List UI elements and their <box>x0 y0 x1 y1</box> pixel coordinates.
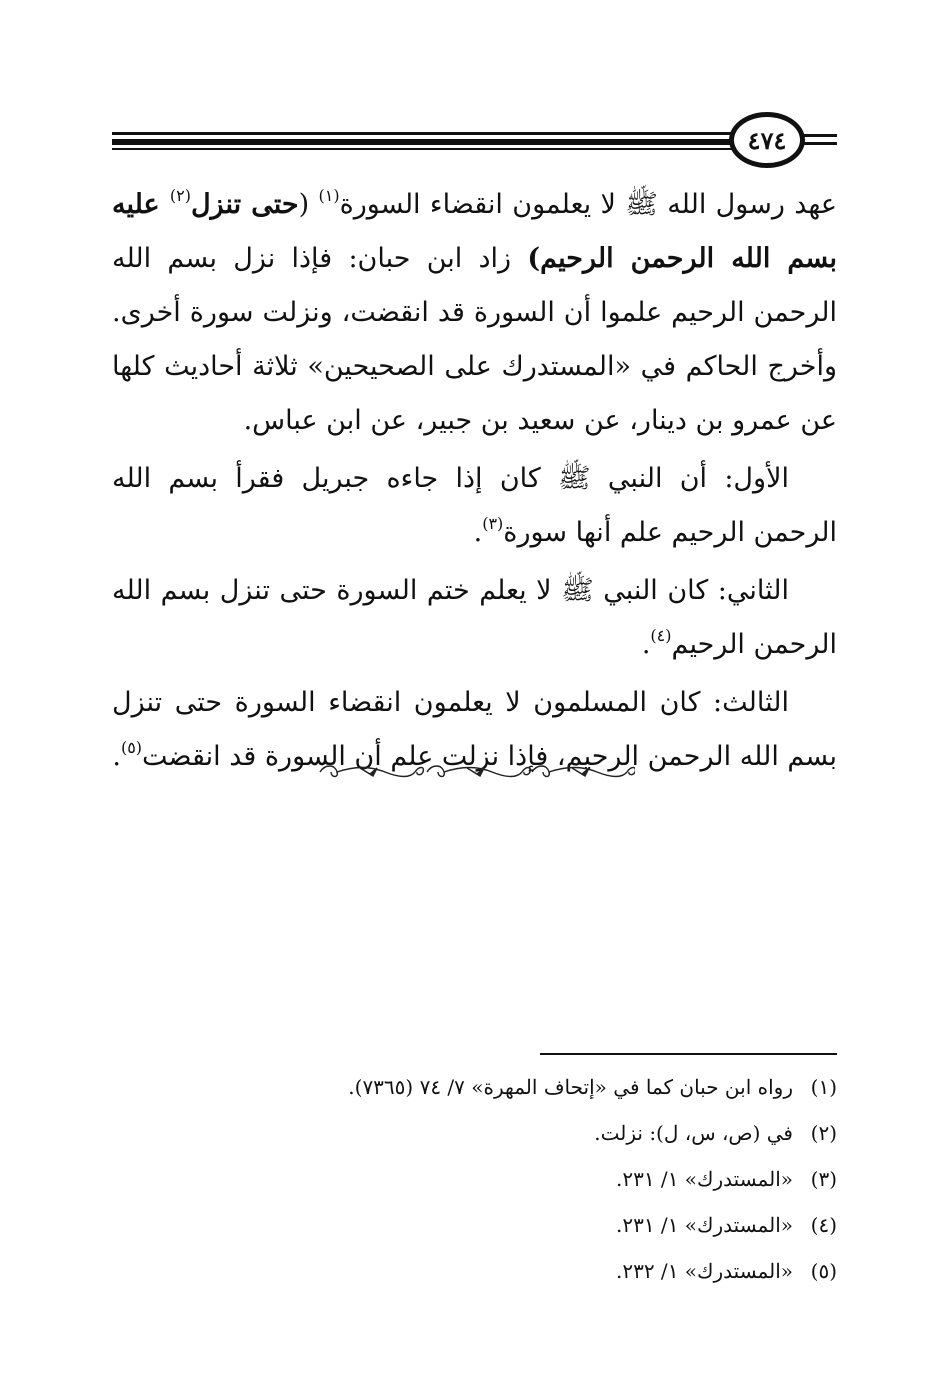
footnote-number: (٥) <box>810 1259 837 1283</box>
footnote-number: (١) <box>810 1075 837 1099</box>
header-rule-thick <box>112 139 732 145</box>
footnote-ref-2[interactable]: (٢) <box>169 186 191 205</box>
footnote-ref-5[interactable]: (٥) <box>120 738 143 757</box>
paragraph-1-text-b: ( <box>298 189 319 220</box>
header-rule-thin-bottom <box>112 148 732 150</box>
paragraph-1-bold-d: عليه بسم الله الرحمن الرحيم) <box>112 189 837 274</box>
paragraph-2 <box>112 452 837 560</box>
paragraph-3 <box>112 564 837 672</box>
footnote-ref-4[interactable]: (٤) <box>650 626 672 645</box>
footnote-text: في (ص، س، ل): نزلت. <box>594 1121 793 1145</box>
paragraph-1-text-a: عهد رسول الله ﷺ لا يعلمون انقضاء السورة <box>339 189 837 220</box>
footnote-text: رواه ابن حبان كما في «إتحاف المهرة» ٧/ ٧٤ (٧٣٦٥). <box>348 1075 793 1099</box>
footnote-ref-1[interactable]: (١) <box>318 186 340 205</box>
footnote-separator <box>540 1053 837 1055</box>
paragraph-4-text-b: . <box>112 741 121 772</box>
paragraph-1-text-e: زاد ابن حبان: فإذا نزل بسم الله الرحمن الرحيم علموا أن السورة قد انقضت، ونزلت سورة أخرى. وأخرج الحاكم في «المستدرك على الصحيحين» ثلاثة أحاديث كلها عن عمرو بن دينار، عن سعيد بن جبير، عن ابن عباس. <box>112 243 837 436</box>
footnote-ref-3[interactable]: (٣) <box>482 514 504 533</box>
ornament-motif-1 <box>320 766 423 777</box>
footnote-number: (٤) <box>810 1213 837 1237</box>
header-rule-thin-top <box>112 132 732 135</box>
header-rule-right-bottom <box>802 142 837 145</box>
header-rule-right-top <box>802 134 837 137</box>
footnote-number: (٢) <box>810 1121 837 1145</box>
footnotes <box>112 1064 837 1294</box>
footnote-number: (٣) <box>810 1167 837 1191</box>
footnote-2 <box>112 1110 837 1156</box>
paragraph-2-text-b: . <box>473 517 483 548</box>
footnote-text: «المستدرك» ١/ ٢٣١. <box>615 1167 793 1191</box>
ornament-motif-2 <box>427 766 530 777</box>
ornament-motif-3 <box>532 766 635 777</box>
floral-divider-icon <box>315 760 635 784</box>
paragraph-1 <box>112 178 837 448</box>
paragraph-2-text-a: الأول: أن النبي ﷺ كان إذا جاءه جبريل فقرأ بسم الله الرحمن الرحيم علم أنها سورة <box>112 463 837 548</box>
page-header <box>112 118 837 168</box>
footnote-text: «المستدرك» ١/ ٢٣١. <box>615 1213 793 1237</box>
main-text <box>112 178 837 784</box>
footnote-text: «المستدرك» ١/ ٢٣٢. <box>615 1259 793 1283</box>
footnote-5 <box>112 1248 837 1294</box>
paragraph-1-bold-c: حتى تنزل <box>190 189 299 220</box>
footnote-4 <box>112 1202 837 1248</box>
footnote-3 <box>112 1156 837 1202</box>
paragraph-3-text-b: . <box>641 629 651 660</box>
paragraph-3-text-a: الثاني: كان النبي ﷺ لا يعلم ختم السورة حتى تنزل بسم الله الرحمن الرحيم <box>112 575 837 660</box>
paragraph-4-text-a: الثالث: كان المسلمون لا يعلمون انقضاء السورة حتى تنزل بسم الله الرحمن الرحيم، فإذا نزلت علم أن السورة قد انقضت <box>112 687 837 772</box>
footnote-1 <box>112 1064 837 1110</box>
page-number: ٤٧٤ <box>729 112 805 168</box>
